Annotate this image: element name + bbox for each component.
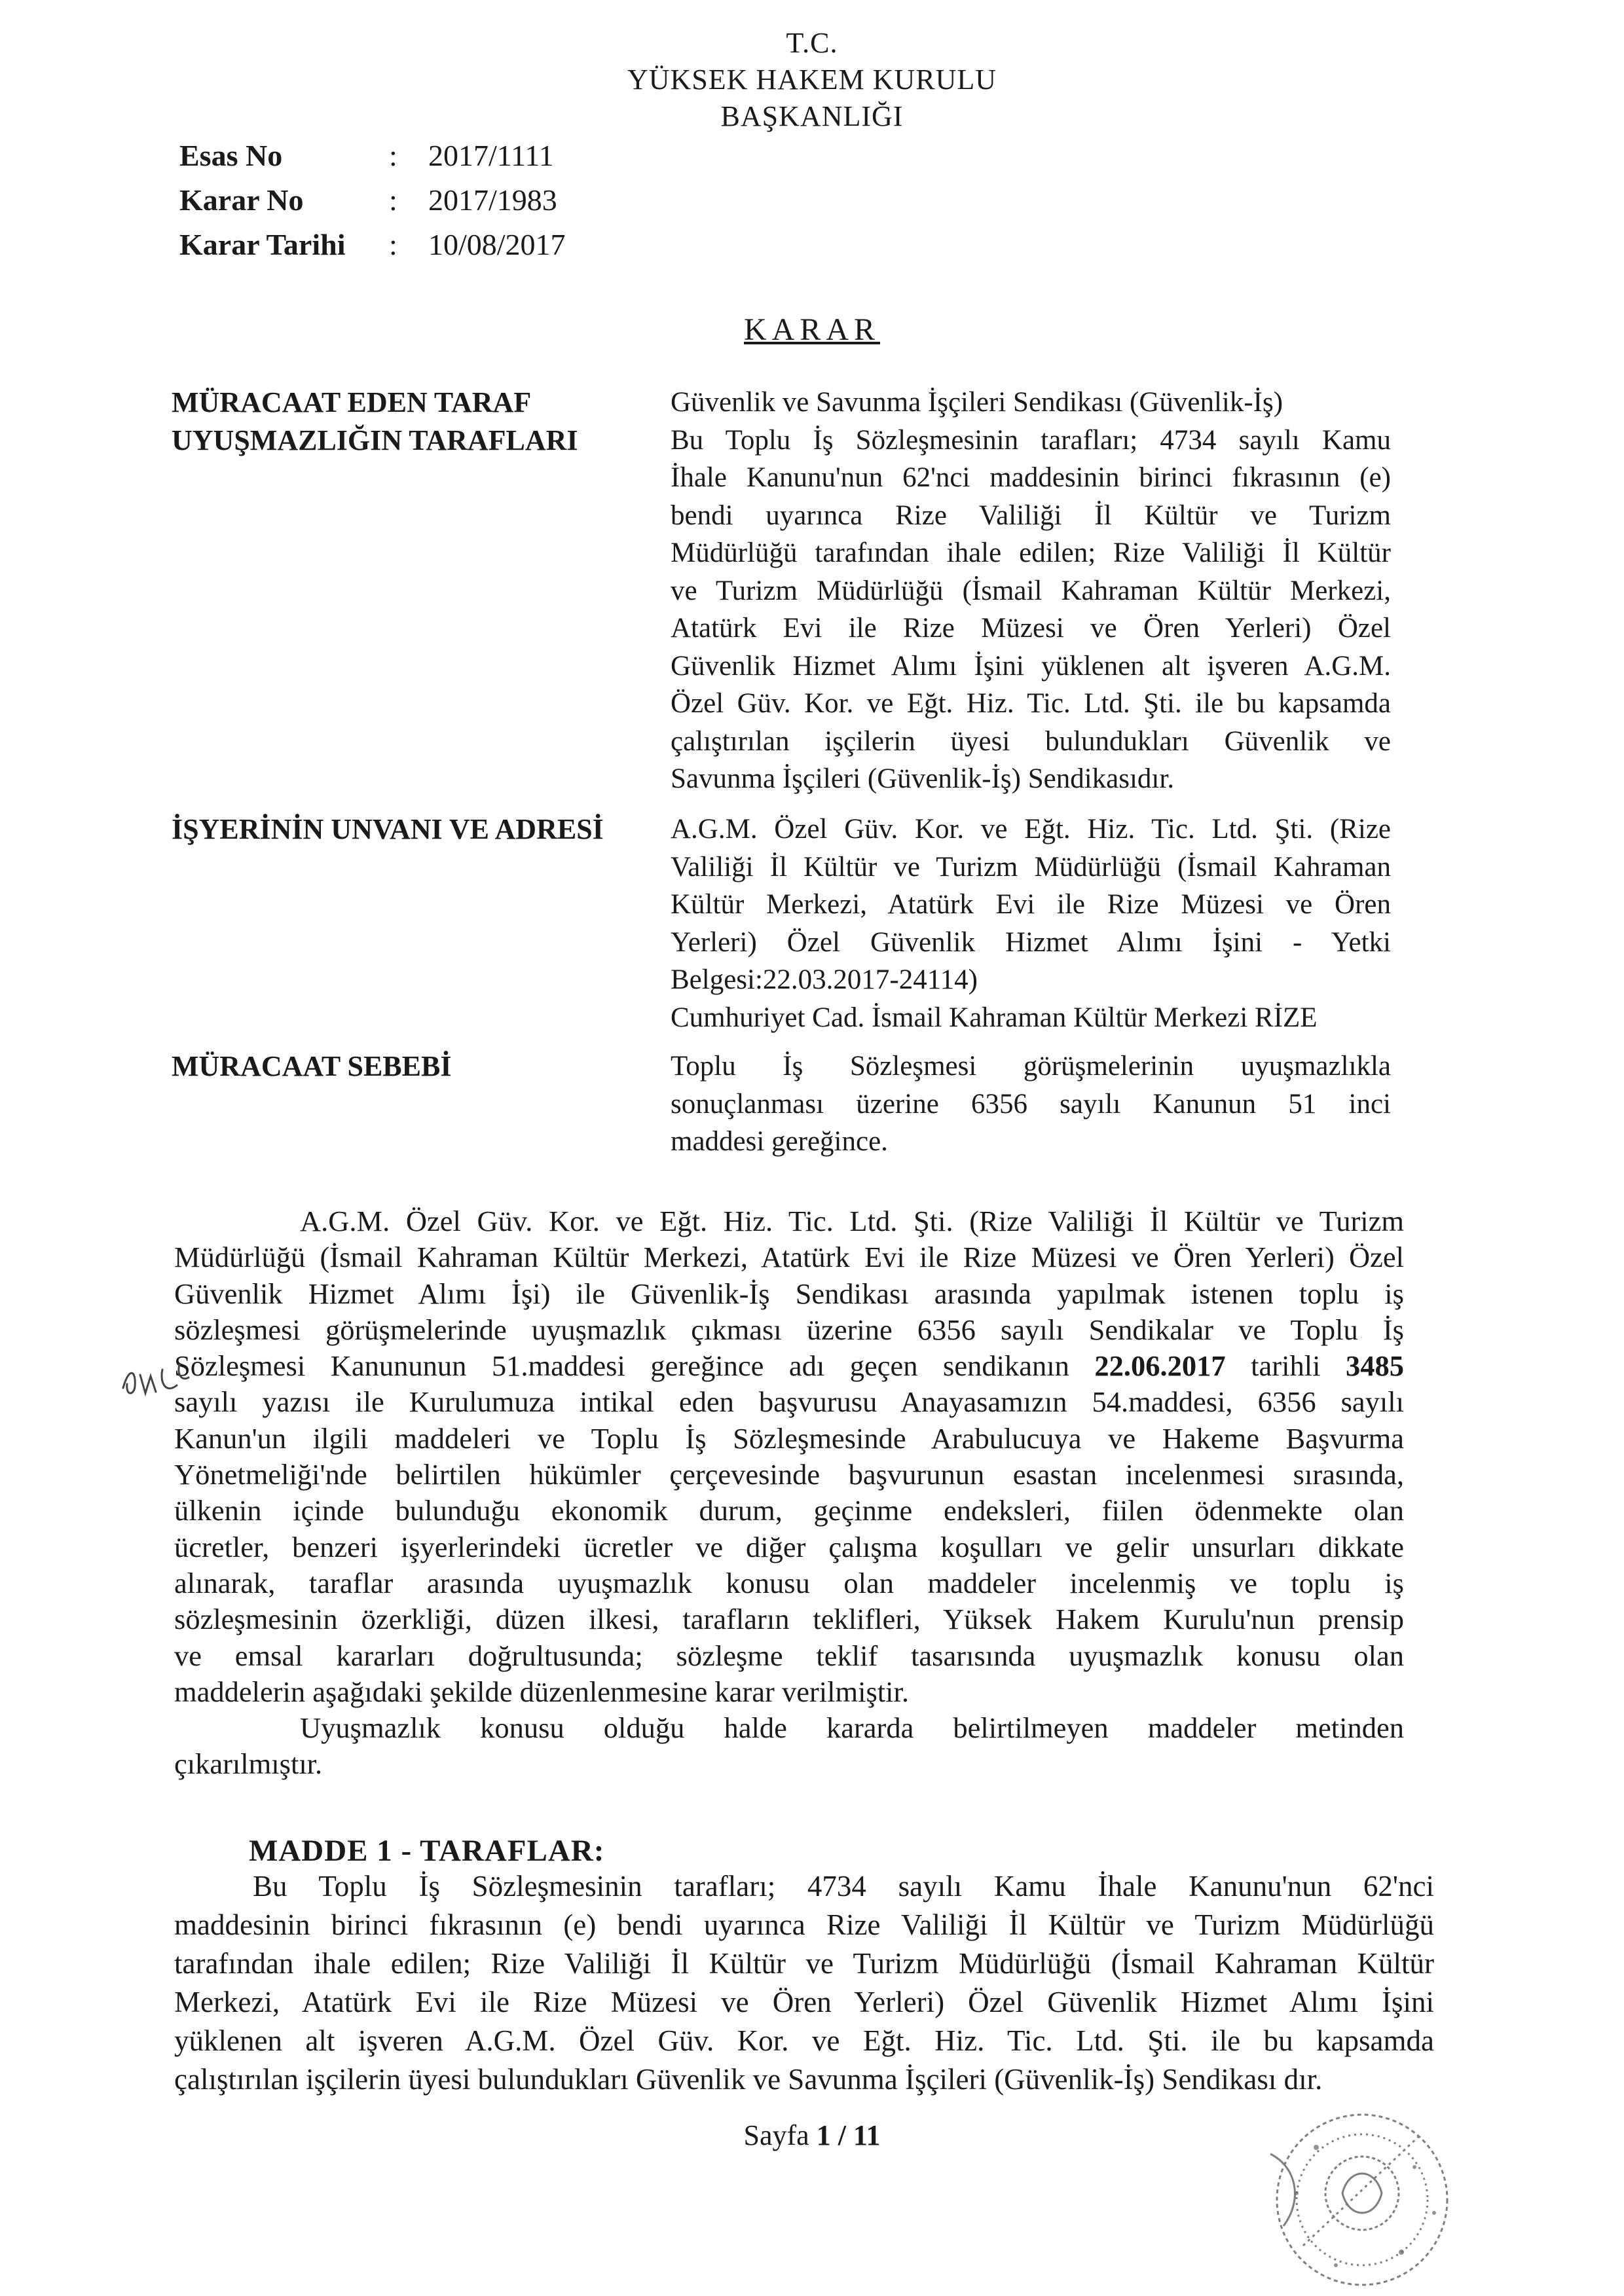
karar-label: Karar No: [179, 183, 304, 217]
muracaat-eden-label: MÜRACAAT EDEN TARAF: [172, 386, 532, 418]
text-line: Güvenlik Hizmet Alımı İşini yüklenen alt işveren A.G.M.: [671, 650, 1391, 682]
text-line: Yerleri) Özel Güvenlik Hizmet Alımı İşini - Yetki: [671, 926, 1391, 958]
decision-body: [174, 1203, 1404, 1783]
isyeri-text: [671, 811, 1391, 1036]
muracaat-eden-value: Güvenlik ve Savunma İşçileri Sendikası (Güvenlik-İş): [671, 387, 1283, 418]
tarih-value: 10/08/2017: [428, 228, 566, 261]
text-line: ve emsal kararları doğrultusunda; sözleşme teklif tasarısında uyuşmazlık konusu olan: [174, 1639, 1404, 1672]
text-segment: Sözleşmesi Kanununun 51.maddesi gereğince adı geçen sendikanın: [174, 1349, 1095, 1383]
text-line: yüklenen alt işveren A.G.M. Özel Güv. Kor. ve Eğt. Hiz. Tic. Ltd. Şti. ile bu kapsamda: [174, 2024, 1434, 2057]
header-institution: YÜKSEK HAKEM KURULU: [627, 64, 997, 96]
text-line: Uyuşmazlık konusu olduğu halde kararda belirtilmeyen maddeler metinden: [300, 1711, 1404, 1745]
case-meta: [179, 134, 566, 267]
text-line: maddesinin birinci fıkrasının (e) bendi uyarınca Rize Valiliği İl Kültür ve Turizm Müdürlüğü: [174, 1908, 1434, 1941]
page-number: 1 / 11: [816, 2119, 881, 2151]
text-line: Müdürlüğü (İsmail Kahraman Kültür Merkezi, Atatürk Evi ile Rize Müzesi ve Ören Yerleri) Özel: [174, 1241, 1404, 1274]
sebep-text: [671, 1048, 1391, 1161]
text-line: Bu Toplu İş Sözleşmesinin tarafları; 4734 sayılı Kamu: [671, 424, 1391, 456]
body-lines: [174, 1203, 1404, 1783]
text-line: çalıştırılan işçilerin üyesi bulundukları Güvenlik ve: [671, 725, 1391, 757]
text-line: bendi uyarınca Rize Valiliği İl Kültür ve Turizm: [671, 500, 1391, 531]
text-line: maddelerin aşağıdaki şekilde düzenlenmesine karar verilmiştir.: [174, 1675, 909, 1708]
esas-value: 2017/1111: [428, 139, 554, 172]
handwritten-initials-icon: [117, 1355, 195, 1408]
text-line: ülkenin içinde bulunduğu ekonomik durum, geçinme endeksleri, fiilen ödenmekte olan: [174, 1494, 1404, 1527]
taraflar-text: [671, 384, 1391, 798]
text-line: Cumhuriyet Cad. İsmail Kahraman Kültür Merkezi RİZE: [671, 1002, 1318, 1033]
text-line: Özel Güv. Kor. ve Eğt. Hiz. Tic. Ltd. Şti. ile bu kapsamda: [671, 688, 1391, 719]
isyeri-label: İŞYERİNİN UNVANI VE ADRESİ: [172, 813, 604, 845]
madde-1-heading: MADDE 1 - TARAFLAR:: [249, 1834, 605, 1868]
text-line: ücretler, benzeri işyerlerindeki ücretler ve diğer çalışma koşulları ve gelir unsurları dikkate: [174, 1530, 1404, 1563]
text-line: A.G.M. Özel Güv. Kor. ve Eğt. Hiz. Tic. Ltd. Şti. (Rize Valiliği İl Kültür ve Turizm: [300, 1205, 1404, 1237]
header-tc: T.C.: [786, 27, 838, 59]
header-presidency: BAŞKANLIĞI: [720, 100, 904, 132]
tarih-row: [179, 223, 566, 267]
text-line: çalıştırılan işçilerin üyesi bulundukları Güvenlik ve Savunma İşçileri (Güvenlik-İş) Sendikası dır.: [174, 2063, 1323, 2096]
letter-number: 3485: [1345, 1349, 1404, 1383]
text-line: Kültür Merkezi, Atatürk Evi ile Rize Müzesi ve Ören: [671, 889, 1391, 920]
taraflar-lines: [671, 422, 1391, 798]
text-line: Yönetmeliği'nde belirtilen hükümler çerçevesinde başvurunun esastan incelenmesi sırasında,: [174, 1458, 1404, 1491]
text-line: ve Turizm Müdürlüğü (İsmail Kahraman Kültür Merkezi,: [671, 575, 1391, 606]
karar-row: [179, 178, 566, 223]
text-line: A.G.M. Özel Güv. Kor. ve Eğt. Hiz. Tic. Ltd. Şti. (Rize: [671, 814, 1391, 845]
text-line: Merkezi, Atatürk Evi ile Rize Müzesi ve Ören Yerleri) Özel Güvenlik Hizmet Alımı İşini: [174, 1986, 1434, 2018]
text-line: alınarak, taraflar arasında uyuşmazlık konusu olan maddeler incelenmiş ve toplu iş: [174, 1566, 1404, 1599]
madde-1-text: [174, 1867, 1434, 2099]
karar-value: 2017/1983: [428, 183, 557, 217]
taraflar-label: UYUŞMAZLIĞIN TARAFLARI: [172, 424, 578, 456]
esas-label: Esas No: [179, 139, 283, 172]
text-segment: tarihli: [1225, 1349, 1346, 1383]
esas-row: [179, 134, 566, 178]
text-line: Müdürlüğü tarafından ihale edilen; Rize Valiliği İl Kültür: [671, 538, 1391, 568]
text-line: çıkarılmıştır.: [174, 1747, 323, 1781]
madde-lines: [174, 1867, 1434, 2099]
text-line: Belgesi:22.03.2017-24114): [671, 964, 978, 995]
text-line: Toplu İş Sözleşmesi görüşmelerinin uyuşmazlıkla: [671, 1051, 1391, 1082]
text-line: Valiliği İl Kültür ve Turizm Müdürlüğü (İsmail Kahraman: [671, 851, 1391, 883]
separator: :: [389, 183, 397, 217]
sebep-label: MÜRACAAT SEBEBİ: [172, 1050, 452, 1082]
text-line: Atatürk Evi ile Rize Müzesi ve Ören Yerleri) Özel: [671, 613, 1391, 644]
official-seal-icon: [1205, 2095, 1480, 2291]
text-line: sonuçlanması üzerine 6356 sayılı Kanunun 51 inci: [671, 1088, 1391, 1120]
text-line: Bu Toplu İş Sözleşmesinin tarafları; 4734 sayılı Kamu İhale Kanunu'nun 62'nci: [253, 1870, 1434, 1903]
text-line: sayılı yazısı ile Kurulumuza intikal eden başvurusu Anayasamızın 54.maddesi, 6356 sayılı: [174, 1385, 1404, 1419]
separator: :: [389, 139, 397, 172]
application-date: 22.06.2017: [1094, 1349, 1226, 1383]
text-line: Savunma İşçileri (Güvenlik-İş) Sendikasıdır.: [671, 763, 1175, 794]
text-line: sözleşmesi görüşmelerinde uyuşmazlık çıkması üzerine 6356 sayılı Sendikalar ve Toplu İş: [174, 1313, 1404, 1346]
text-line: tarafından ihale edilen; Rize Valiliği İl Kültür ve Turizm Müdürlüğü (İsmail Kahraman Kültür: [174, 1947, 1434, 1980]
text-line: maddesi gereğince.: [671, 1126, 888, 1157]
tarih-label: Karar Tarihi: [179, 228, 346, 261]
isyeri-lines: [671, 811, 1391, 1036]
page-title: KARAR: [743, 312, 881, 347]
text-line: Kanun'un ilgili maddeleri ve Toplu İş Sözleşmesinde Arabulucuya ve Hakeme Başvurma: [174, 1421, 1404, 1455]
page-label: Sayfa: [743, 2119, 809, 2151]
sebep-lines: [671, 1048, 1391, 1161]
text-line: sözleşmesinin özerkliği, düzen ilkesi, tarafların teklifleri, Yüksek Hakem Kurulu'nun prensip: [174, 1603, 1404, 1636]
document-header: [0, 25, 1624, 135]
text-line: [174, 1348, 1404, 1384]
text-line: Güvenlik Hizmet Alımı İşi) ile Güvenlik-İş Sendikası arasında yapılmak istenen toplu iş: [174, 1277, 1404, 1310]
separator: :: [389, 228, 397, 261]
text-line: İhale Kanunu'nun 62'nci maddesinin birinci fıkrasının (e): [671, 462, 1391, 493]
